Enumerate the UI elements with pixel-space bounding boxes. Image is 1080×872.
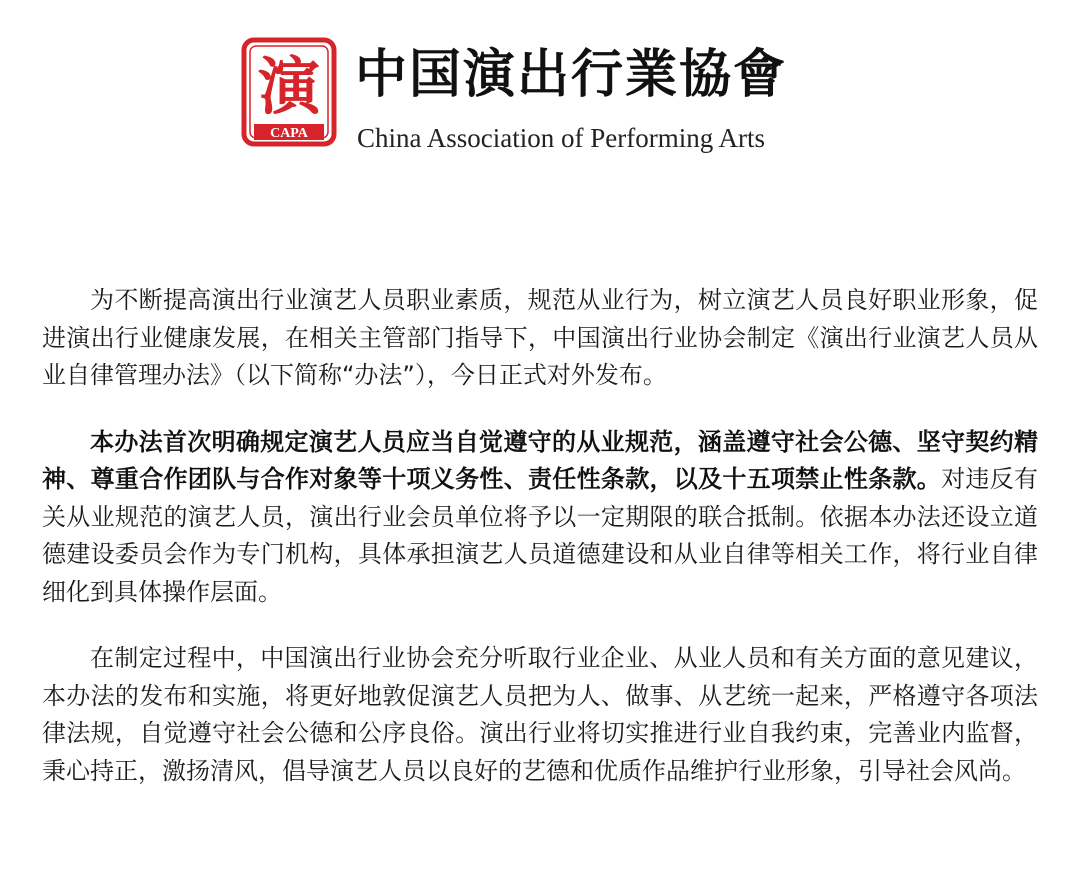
- paragraph-text: 为不断提高演出行业演艺人员职业素质，规范从业行为，树立演艺人员良好职业形象，促进演出行业健康发展，在相关主管部门指导下，中国演出行业协会制定《演出行业演艺人员从业自律管理办法》（以下简称“办法”），今日正式对外发布。: [42, 286, 1038, 389]
- paragraph-text: 在制定过程中，中国演出行业协会充分听取行业企业、从业人员和有关方面的意见建议，本办法的发布和实施，将更好地敦促演艺人员把为人、做事、从艺统一起来，严格遵守各项法律法规，自觉遵守社会公德和公序良俗。演出行业将切实推进行业自我约束，完善业内监督，秉心持正，激扬清风，倡导演艺人员以良好的艺德和优质作品维护行业形象，引导社会风尚。: [42, 644, 1038, 785]
- announcement-article: [42, 282, 1038, 819]
- association-header: [240, 36, 820, 156]
- seal-logo-icon: [240, 36, 338, 148]
- article-paragraph-2: [42, 424, 1038, 612]
- article-paragraph-1: [42, 282, 1038, 395]
- org-name-english: China Association of Performing Arts: [357, 123, 765, 153]
- svg-text:CAPA: CAPA: [270, 126, 308, 141]
- svg-text:演: 演: [257, 50, 321, 123]
- paragraph-bold-lead: 本办法首次明确规定演艺人员应当自觉遵守的从业规范，涵盖遵守社会公德、坚守契约精神、尊重合作团队与合作对象等十项义务性、责任性条款，以及十五项禁止性条款。: [42, 427, 1038, 493]
- paragraph-text: 对违反有关从业规范的演艺人员，演出行业会员单位将予以一定期限的联合抵制。依据本办法还设立道德建设委员会作为专门机构，具体承担演艺人员道德建设和从业自律等相关工作，将行业自律细化到具体操作层面。: [42, 465, 1039, 606]
- article-paragraph-3: [42, 640, 1038, 790]
- org-name-chinese: 中国演出行業協會: [355, 44, 788, 105]
